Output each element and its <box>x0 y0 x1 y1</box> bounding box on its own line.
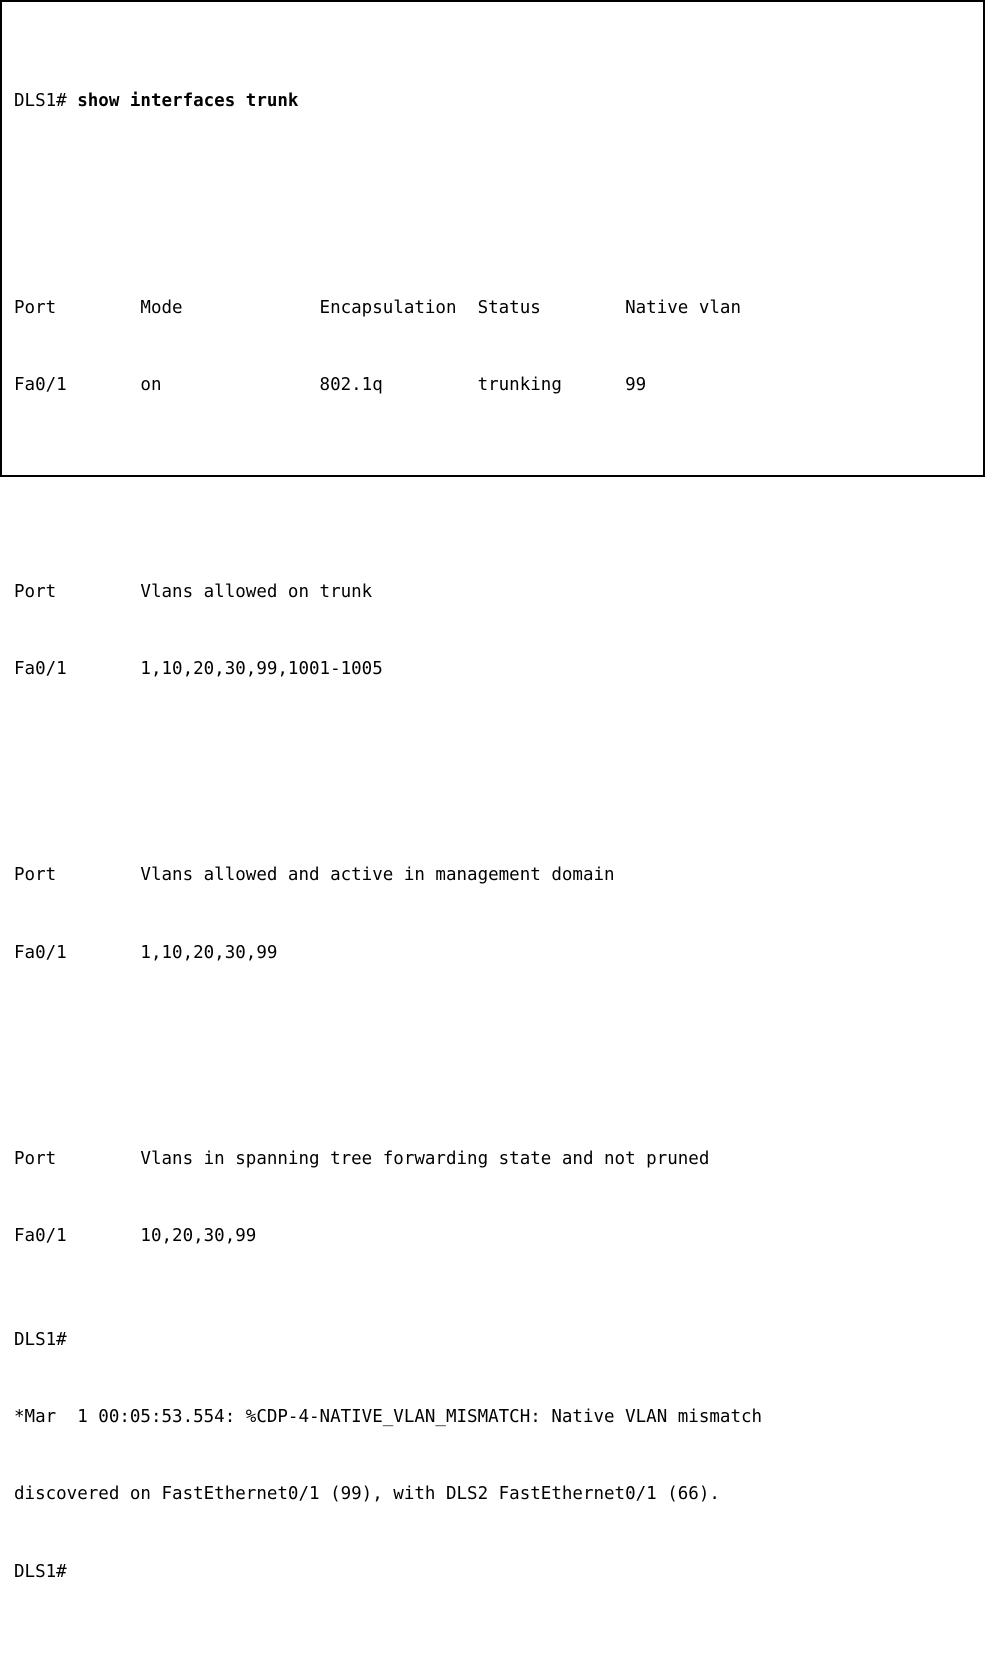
blank-line <box>14 760 971 786</box>
shell-prompt: DLS1# <box>14 91 78 112</box>
syslog-message-line-1: *Mar 1 00:05:53.554: %CDP-4-NATIVE_VLAN_MISMATCH: Native VLAN mismatch <box>14 1407 763 1428</box>
blank-line <box>14 476 971 502</box>
syslog-message-line-2: discovered on FastEthernet0/1 (99), with DLS2 FastEthernet0/1 (66). <box>14 1484 720 1505</box>
blank-line <box>14 1044 971 1070</box>
trunk-table-row: Fa0/1 on 802.1q trunking 99 <box>14 375 647 396</box>
vlans-active-row: Fa0/1 1,10,20,30,99 <box>14 942 278 963</box>
blank-line <box>14 193 971 219</box>
vlans-allowed-row: Fa0/1 1,10,20,30,99,1001-1005 <box>14 658 383 679</box>
prompt-after-output: DLS1# <box>14 1329 67 1350</box>
vlans-forwarding-row: Fa0/1 10,20,30,99 <box>14 1226 257 1247</box>
terminal-output <box>14 12 971 1663</box>
prompt-final: DLS1# <box>14 1561 67 1582</box>
vlans-forwarding-header: Port Vlans in spanning tree forwarding state and not pruned <box>14 1149 710 1170</box>
vlans-active-header: Port Vlans allowed and active in management domain <box>14 865 615 886</box>
vlans-allowed-header: Port Vlans allowed on trunk <box>14 581 373 602</box>
entered-command: show interfaces trunk <box>77 91 299 112</box>
trunk-table-header: Port Mode Encapsulation Status Native vlan <box>14 297 741 318</box>
command-line <box>14 89 971 115</box>
